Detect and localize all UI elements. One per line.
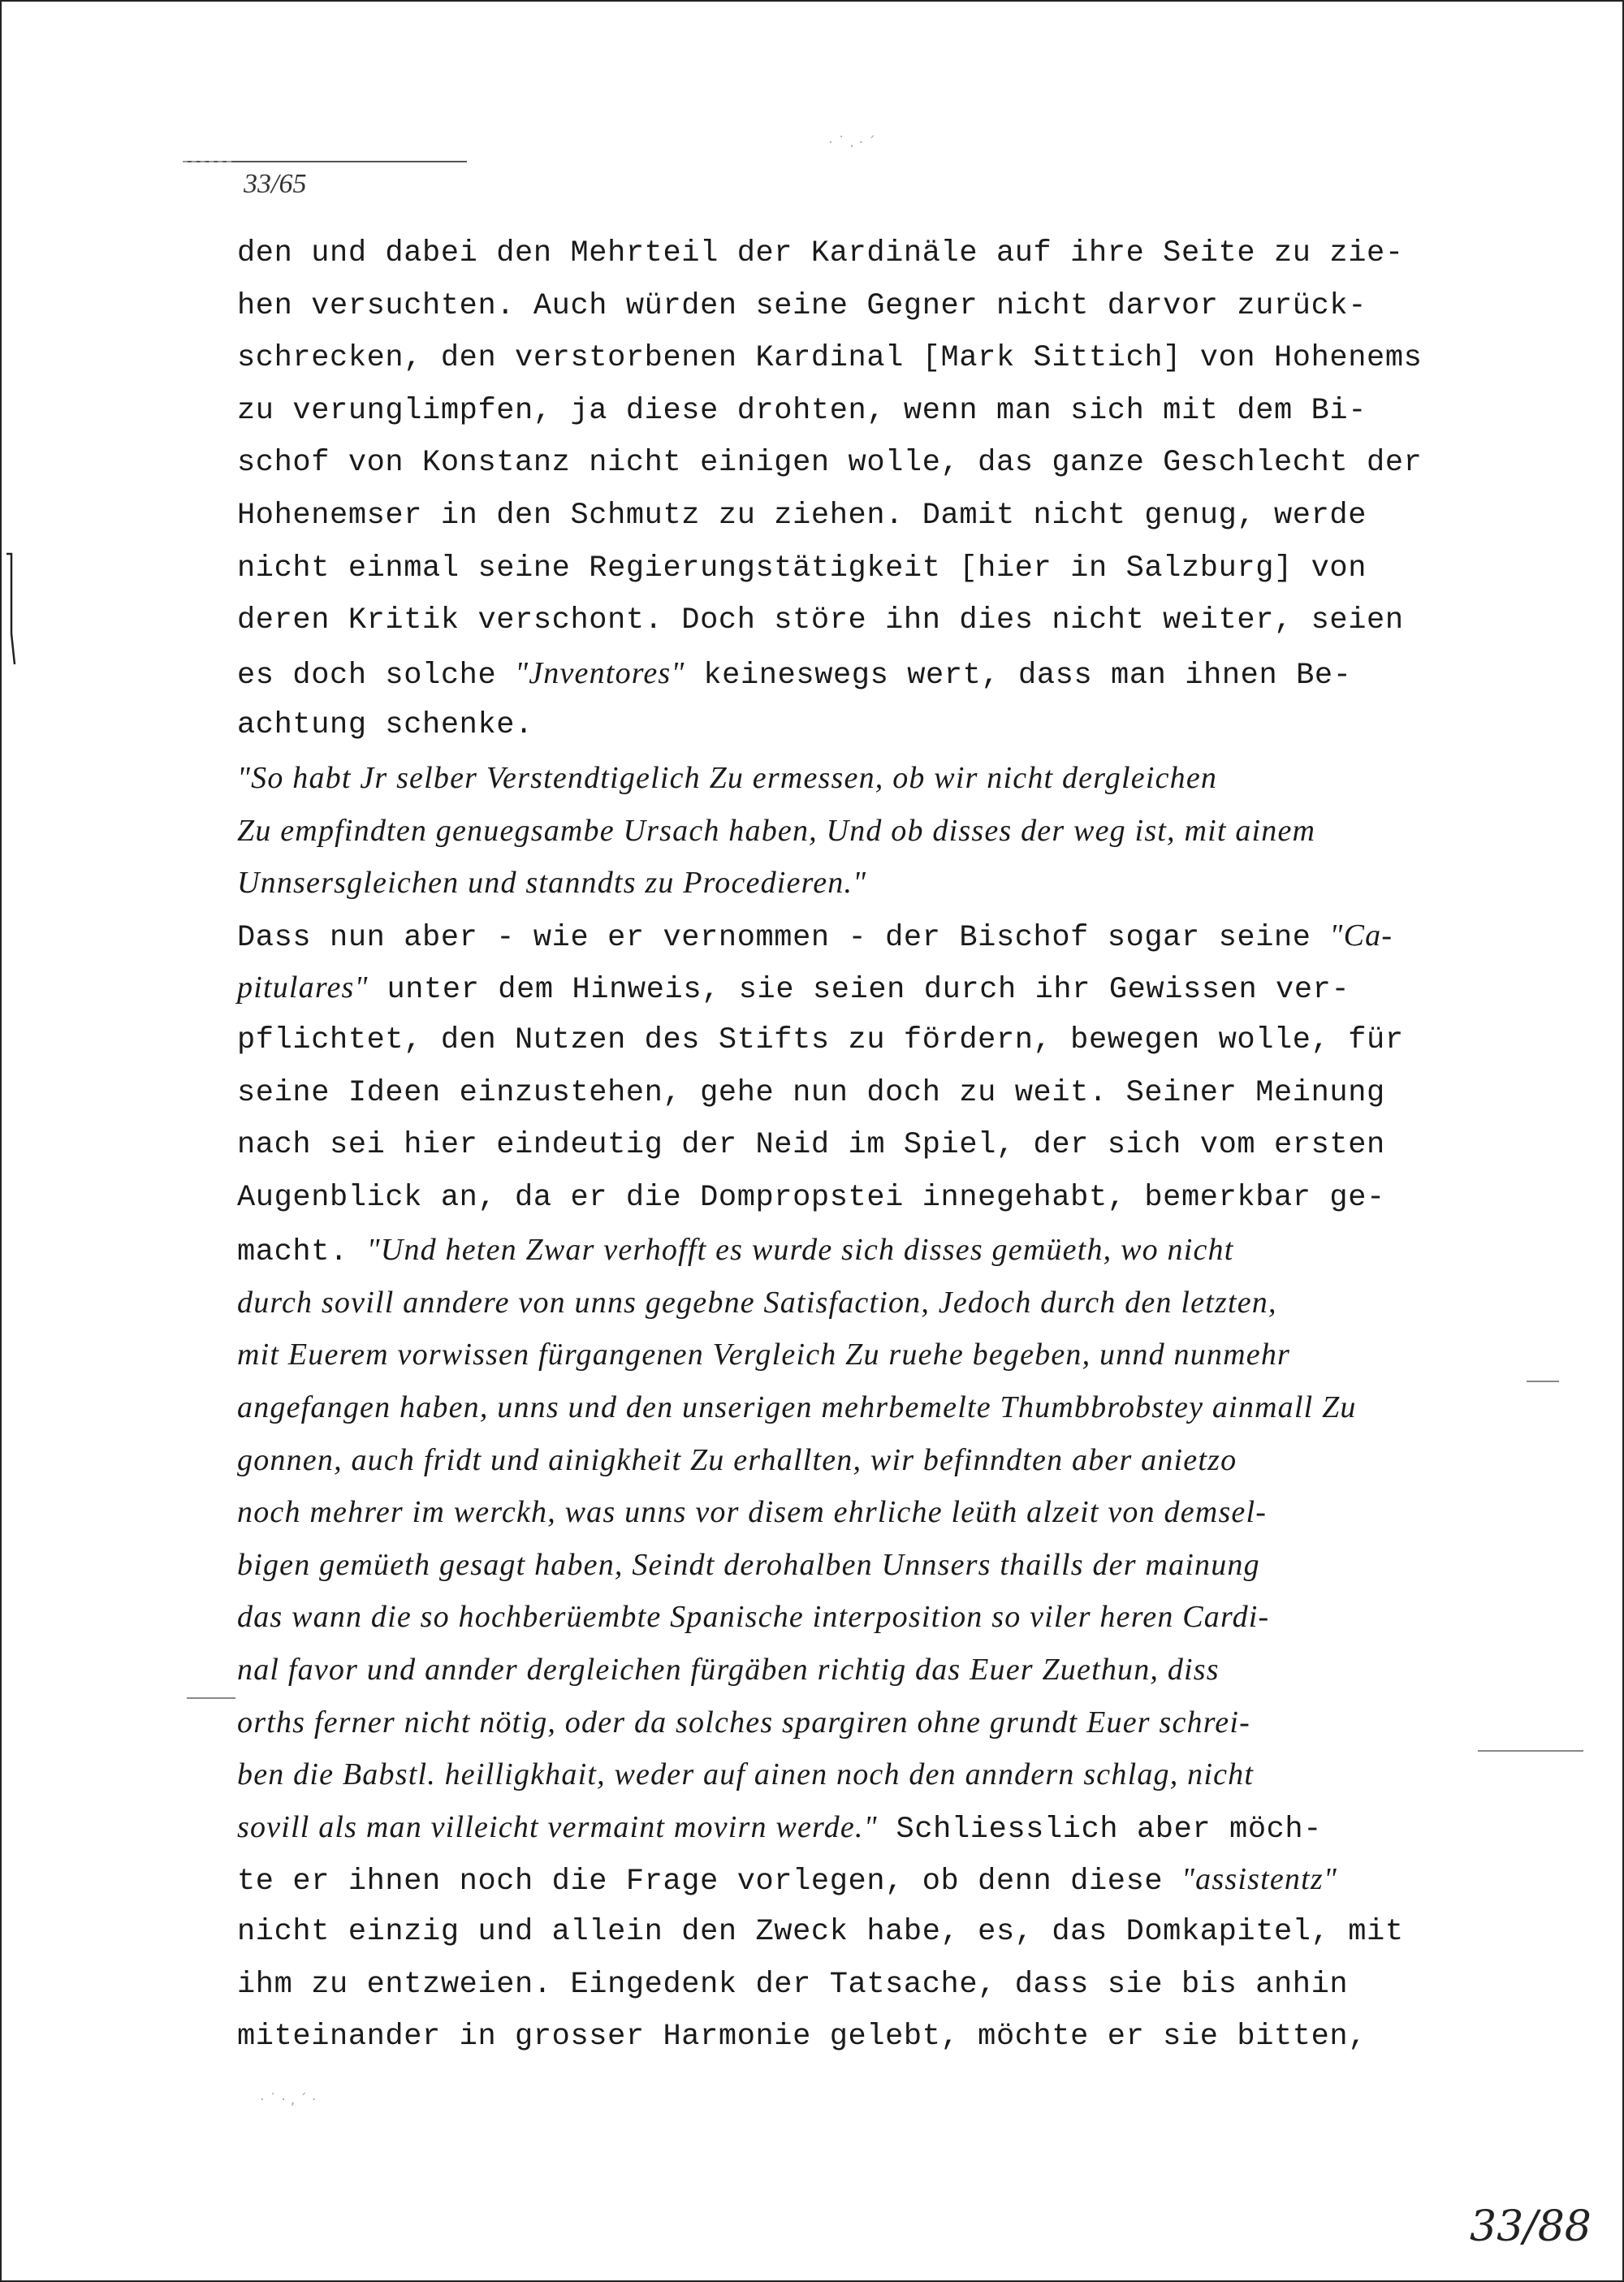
italic-quote-segment: pitulares" [237,970,369,1005]
text-line [237,1853,1504,1906]
text-line: nach sei hier eindeutig der Neid im Spiel, der sich vom ersten [237,1128,1385,1163]
margin-bracket-mark [5,552,16,666]
text-line: pflichtet, den Nutzen des Stifts zu fördern, bewegen wolle, für [237,1022,1404,1057]
italic-quote-segment: "Und heten Zwar verhofft es wurde sich disses gemüeth, wo nicht [366,1233,1234,1268]
text-line [237,647,1504,700]
quote-line: orths ferner nicht nötig, oder da solches spargiren ohne grundt Euer schrei- [237,1705,1250,1740]
handwritten-folio-number: 33/88 [1470,2202,1592,2251]
text-line: Augenblick an, da er die Dompropstei innegehabt, bemerkbar ge- [237,1180,1385,1215]
text-line: ihm zu entzweien. Eingedenk der Tatsache, dass sie bis anhin [237,1967,1349,2002]
text-line: deren Kritik verschont. Doch störe ihn dies nicht weiter, seien [237,603,1404,638]
text-line [237,1801,1504,1854]
quote-line: durch sovill anndere von unns gegebne Satisfaction, Jedoch durch den letzten, [237,1285,1277,1320]
quote-line: noch mehrer im werckh, was unns vor disem ehrliche leüth alzeit von demsel- [237,1495,1268,1530]
quote-line: Unnsersgleichen und stanndts zu Procedieren." [237,866,867,901]
text-segment: te er ihnen noch die Frage vorlegen, ob denn diese [237,1865,1181,1900]
stray-rule [187,1697,235,1699]
text-line: schrecken, den verstorbenen Kardinal [Mark Sittich] von Hohenems [237,341,1423,376]
scan-specks: · ˙ . · ˊ [828,134,876,151]
text-segment: macht. [237,1235,367,1270]
text-line: seine Ideen einzustehen, gehe nun doch zu weit. Seiner Meinung [237,1075,1385,1110]
text-segment: Schliesslich aber möch- [877,1812,1323,1847]
italic-quote-segment: sovill als man villeicht vermaint movirn werde." [237,1809,878,1844]
text-line: miteinander in grosser Harmonie gelebt, möchte er sie bitten, [237,2020,1367,2055]
document-body [237,227,1504,2064]
text-line [237,1224,1504,1277]
italic-quote-segment: "assistentz" [1181,1862,1337,1897]
page-number: 33/65 [244,169,307,199]
quote-line: bigen gemüeth gesagt haben, Seindt derohalben Unnsers thaills der mainung [237,1547,1260,1582]
stray-rule [1527,1381,1559,1382]
italic-quote-segment: "Jnventores" [515,655,685,690]
text-line [237,910,1504,962]
text-segment: Dass nun aber - wie er vernommen - der Bischof sogar seine [237,920,1330,955]
quote-line: Zu empfindten genuegsambe Ursach haben, Und ob disses der weg ist, mit ainem [237,813,1316,848]
text-line: nicht einmal seine Regierungstätigkeit [hier in Salzburg] von [237,551,1367,586]
header-rule-dash [183,161,231,162]
text-line [237,962,1504,1014]
italic-quote-segment: "Ca- [1329,918,1393,953]
quote-line: mit Euerem vorwissen fürgangenen Vergleich Zu ruehe begeben, unnd nunmehr [237,1338,1291,1372]
text-line: nicht einzig und allein den Zweck habe, es, das Domkapitel, mit [237,1915,1404,1949]
text-line: Hohenemser in den Schmutz zu ziehen. Damit nicht genug, werde [237,498,1367,533]
text-line: hen versuchten. Auch würden seine Gegner nicht darvor zurück- [237,288,1367,323]
quote-line: das wann die so hochberüembte Spanische interposition so viler heren Cardi- [237,1600,1270,1635]
text-segment: es doch solche [237,658,516,693]
text-segment: unter dem Hinweis, sie seien durch ihr Gewissen ver- [368,973,1350,1008]
quote-line: angefangen haben, unns und den unserigen mehrbemelte Thumbbrobstey ainmall Zu [237,1390,1357,1425]
text-line: achtung schenke. [237,708,533,743]
text-line: schof von Konstanz nicht einigen wolle, das ganze Geschlecht der [237,446,1423,481]
quote-line: "So habt Jr selber Verstendtigelich Zu ermessen, ob wir nicht dergleichen [237,760,1218,795]
quote-line: nal favor und annder dergleichen fürgäben richtig das Euer Zuethun, diss [237,1653,1220,1688]
quote-line: ben die Babstl. heilligkhait, weder auf ainen noch den anndern schlag, nicht [237,1757,1255,1792]
text-line: den und dabei den Mehrteil der Kardinäle auf ihre Seite zu zie- [237,236,1404,270]
text-line: zu verunglimpfen, ja diese drohten, wenn man sich mit dem Bi- [237,393,1367,428]
scan-specks: · ˙ · , ˊ · [260,2091,317,2108]
quote-line: gonnen, auch fridt und ainigkheit Zu erhallten, wir befinndten aber anietzo [237,1442,1237,1477]
text-segment: keineswegs wert, dass man ihnen Be- [685,658,1352,693]
